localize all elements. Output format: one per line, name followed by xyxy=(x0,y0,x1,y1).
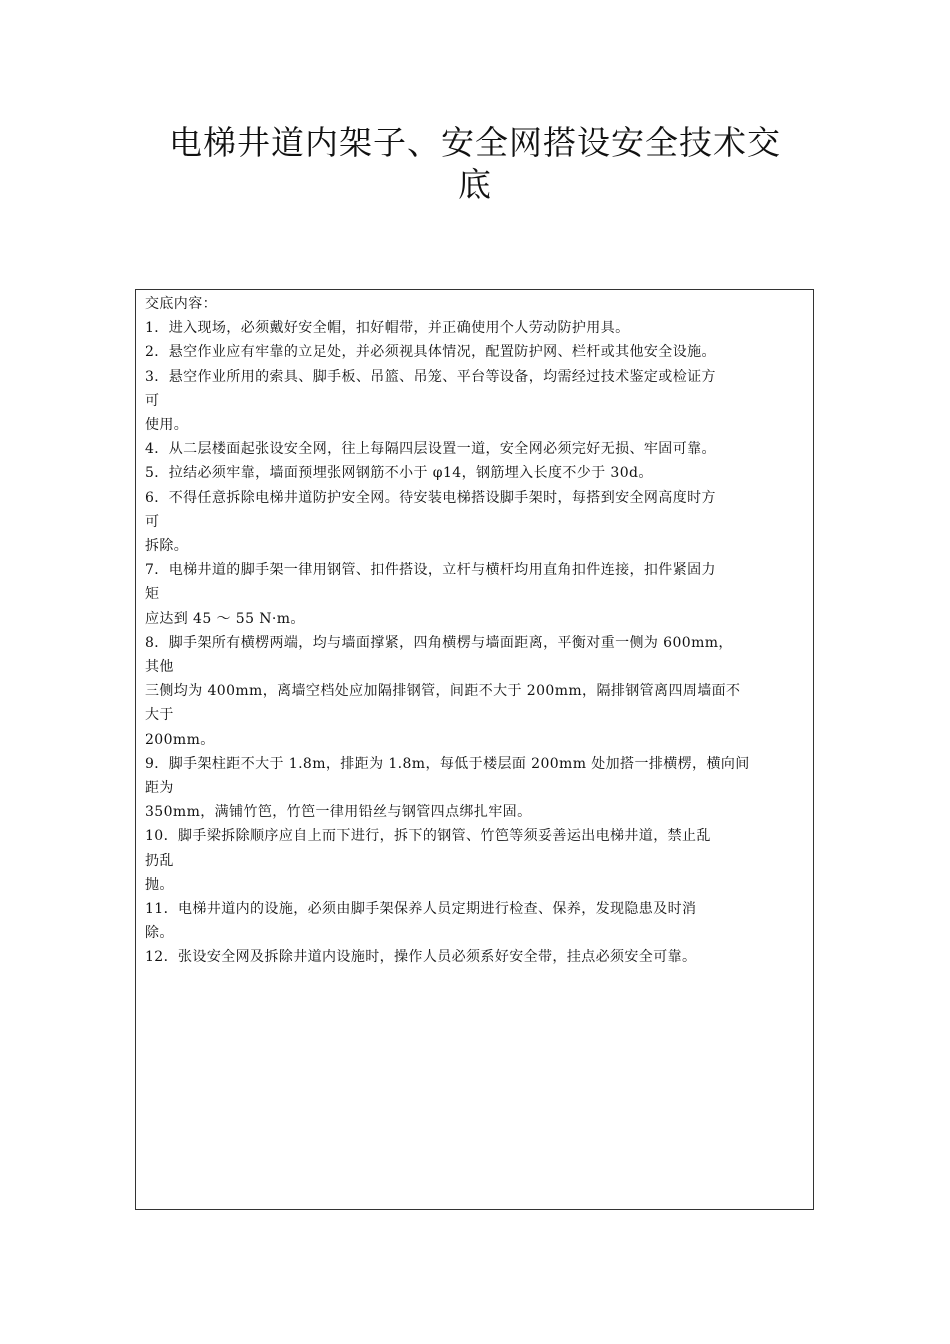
content-line: 12．张设安全网及拆除井道内设施时，操作人员必须系好安全带，挂点必须安全可靠。 xyxy=(145,949,697,966)
content-line: 大于 xyxy=(145,707,174,724)
page-title-line-2: 底 xyxy=(458,165,492,204)
content-line: 8．脚手架所有横楞两端，均与墙面撑紧，四角横楞与墙面距离，平衡对重一侧为 600mm， xyxy=(145,634,733,651)
content-line: 4．从二层楼面起张设安全网，往上每隔四层设置一道，安全网必须完好无损、牢固可靠。 xyxy=(145,441,716,458)
content-line: 7．电梯井道的脚手架一律用钢管、扣件搭设，立杆与横杆均用直角扣件连接，扣件紧固力 xyxy=(145,562,716,579)
content-line: 可 xyxy=(145,513,160,530)
content-line: 矩 xyxy=(145,586,160,603)
content-line: 扔乱 xyxy=(145,852,174,869)
content-line: 11．电梯井道内的设施，必须由脚手架保养人员定期进行检查、保养，发现隐患及时消 xyxy=(145,901,697,918)
content-line: 三侧均为 400mm，离墙空档处应加隔排钢管，间距不大于 200mm，隔排钢管离四周墙面不 xyxy=(145,683,741,700)
content-line: 9．脚手架柱距不大于 1.8m，排距为 1.8m，每低于楼层面 200mm 处加搭一排横楞，横向间 xyxy=(145,755,750,772)
content-line: 应达到 45 ～ 55 N·m。 xyxy=(145,610,305,627)
content-label: 交底内容： xyxy=(145,296,217,312)
content-line: 除。 xyxy=(145,925,174,942)
content-line: 使用。 xyxy=(145,417,189,434)
content-line: 3．悬空作业所用的索具、脚手板、吊篮、吊笼、平台等设备，均需经过技术鉴定或检证方 xyxy=(145,368,716,385)
content-line: 10．脚手梁拆除顺序应自上而下进行，拆下的钢管、竹笆等须妥善运出电梯井道，禁止乱 xyxy=(145,828,711,845)
content-line: 200mm。 xyxy=(145,731,215,748)
content-line: 可 xyxy=(145,392,160,409)
content-line: 拆除。 xyxy=(145,538,189,555)
content-line: 1．进入现场，必须戴好安全帽，扣好帽带，并正确使用个人劳动防护用具。 xyxy=(145,320,630,337)
content-line: 6．不得任意拆除电梯井道防护安全网。待安装电梯搭设脚手架时，每搭到安全网高度时方 xyxy=(145,489,716,506)
content-line: 抛。 xyxy=(145,876,174,893)
content-line: 其他 xyxy=(145,659,174,676)
content-line: 5．拉结必须牢靠，墙面预埋张网钢筋不小于 φ14，钢筋埋入长度不少于 30d。 xyxy=(145,465,653,482)
content-line: 350mm，满铺竹笆，竹笆一律用铅丝与钢管四点绑扎牢固。 xyxy=(145,804,532,821)
page-title-line-1: 电梯井道内架子、安全网搭设安全技术交 xyxy=(169,123,781,162)
content-line: 距为 xyxy=(145,780,174,797)
content-line: 2．悬空作业应有牢靠的立足处，并必须视具体情况，配置防护网、栏杆或其他安全设施。 xyxy=(145,344,716,361)
disclosure-content-box xyxy=(135,289,814,1210)
page-title xyxy=(120,122,830,206)
